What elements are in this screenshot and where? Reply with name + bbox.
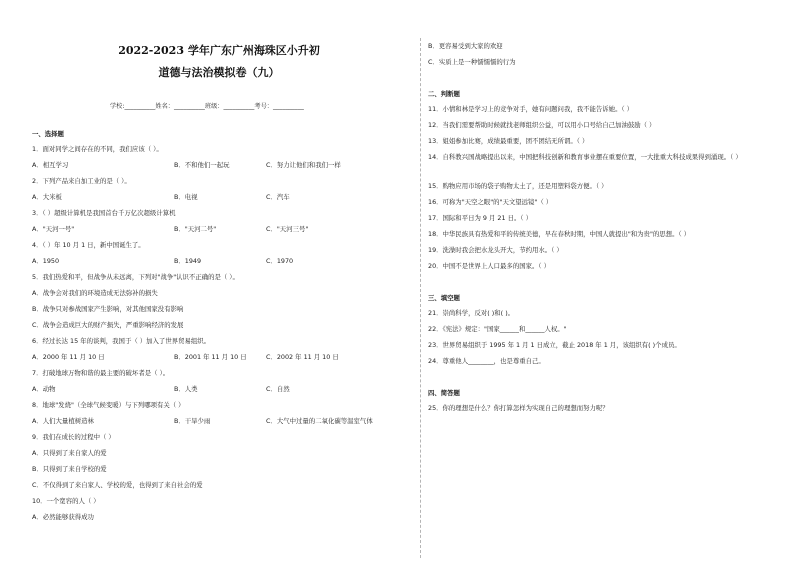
short-answer-question: 25．你的理想是什么？你打算怎样为实现自己的理想而努力呢？ (428, 404, 609, 412)
q2-option-a: A．大米板 (32, 193, 62, 201)
column-divider (420, 38, 422, 558)
q3-option-c: C．"天河三号" (266, 225, 309, 233)
q6-option-a: A．2000 年 11 月 10 日 (32, 353, 105, 361)
q2-option-b: B．电视 (174, 193, 198, 201)
q7-option-b: B．人类 (174, 385, 198, 393)
exam-title: 2022-2023 学年广东广州海珠区小升初 (118, 44, 320, 57)
section-short-answer-heading: 四、简答题 (428, 389, 460, 397)
q7-option-a: A．动物 (32, 385, 56, 393)
question-4: 4．（ ）年 10 月 1 日，新中国诞生了。 (32, 241, 145, 249)
q3-option-b: B．"天河二号" (174, 225, 217, 233)
section-fill-heading: 三、填空题 (428, 294, 460, 302)
q4-option-a: A．1950 (32, 257, 60, 265)
fill-question: 23．世界贸易组织于 1995 年 1 月 1 日成立，截止 2018 年 1 月，该组织有( )个成员。 (428, 341, 681, 349)
q5-option-c: C．战争会造成巨大的财产损失，严重影响经济的发展 (32, 321, 184, 329)
q1-option-a: A．相互学习 (32, 161, 69, 169)
question-3: 3．（ ）超级计算机是我国首台千万亿次超级计算机 (32, 209, 176, 217)
q10-option-a: A．必然能够获得成功 (32, 513, 94, 521)
q2-option-c: C．汽车 (266, 193, 290, 201)
fill-question: 22．《宪法》规定："国家______和______人权。" (428, 325, 567, 333)
q4-option-b: B．1949 (174, 257, 202, 265)
q8-option-a: A．人们大量植树造林 (32, 417, 94, 425)
question-6: 6．经过长达 15 年的谈判，我国于（ ）加入了世界贸易组织。 (32, 337, 211, 345)
judge-question: 19．洗澡时我会把水龙头开大，节约用水。（ ） (428, 246, 563, 254)
q9-option-c: C．不仅得到了来自家人、学校的爱，也得到了来自社会的爱 (32, 481, 203, 489)
judge-question: 17．国际和平日为 9 月 21 日。（ ） (428, 214, 532, 222)
q1-option-b: B．不和他们一起玩 (174, 161, 230, 169)
q3-option-a: A．"天河一号" (32, 225, 75, 233)
q10-option-b: B．更容易受到大家的欢迎 (428, 42, 503, 50)
q6-option-b: B．2001 年 11 月 10 日 (174, 353, 247, 361)
q4-option-c: C．1970 (266, 257, 294, 265)
q7-option-c: C．自然 (266, 385, 290, 393)
q9-option-a: A．只得到了来自家人的爱 (32, 449, 107, 457)
question-2: 2．下列产品来自加工业的是（ ）。 (32, 177, 131, 185)
question-5: 5．我们热爱和平，但战争从未远离，下列对"战争"认识不正确的是（ ）。 (32, 273, 239, 281)
fill-question: 24．尊重他人________，也是尊重自己。 (428, 357, 545, 365)
judge-question: 12．当我们需要帮助时候就找老师组织公益，可以用小口号给自己加油鼓励（ ） (428, 121, 656, 129)
q1-option-c: C．努力让他们和我们一样 (266, 161, 341, 169)
judge-question: 11．小情和林是学习上的竞争对手，她有问题问我，我不能告诉她。（ ） (428, 105, 634, 113)
question-7: 7．打破地球万物和谐的最主要的破坏者是（ ）。 (32, 369, 170, 377)
student-info-line: 学校:__________姓名：__________班级：__________考号：__________ (110, 103, 304, 110)
question-1: 1．面对同学之间存在的不同，我们应该（ ）。 (32, 145, 163, 153)
q8-option-b: B．干旱少雨 (174, 417, 211, 425)
exam-subtitle: 道德与法治模拟卷（九） (158, 66, 280, 79)
judge-question: 13．姐姐参加比赛，成绩最重要，团不团结无所谓。（ ） (428, 137, 589, 145)
judge-question: 20．中国不是世界上人口最多的国家。（ ） (428, 262, 550, 270)
question-9: 9．我们在成长的过程中（ ） (32, 433, 115, 441)
q10-option-c: C．实质上是一种懦懦懦的行为 (428, 58, 516, 66)
q5-option-a: A．战争会对我们的环境造成无法弥补的损失 (32, 289, 158, 297)
judge-question: 16．可称为"天空之眼"的"天文望远镜"（ ） (428, 198, 553, 206)
judge-question: 18．中华民族具有热爱和平的传统美德，早在春秋时期，中国人就提出"和为贵"的思想。（ ） (428, 230, 691, 238)
section-judge-heading: 二、判断题 (428, 90, 460, 98)
section-choice-heading: 一、选择题 (32, 130, 64, 138)
q6-option-c: C．2002 年 11 月 10 日 (266, 353, 339, 361)
judge-question: 14．自科教兴国战略提出以来，中国把科技创新和教育事业摆在重要位置，一大批重大科技成果得到涌现。（ ） (428, 153, 742, 161)
question-8: 8．地球"发烧"（全球气候变暖）与下列哪项有关（ ） (32, 401, 185, 409)
fill-question: 21．崇尚科学，反对( )和( )。 (428, 309, 515, 317)
judge-question: 15．购物应用市场的袋子购物太土了，还是用塑料袋方便。（ ） (428, 182, 608, 190)
q5-option-b: B．战争只对参战国家产生影响，对其他国家没有影响 (32, 305, 184, 313)
q8-option-c: C．大气中过量的二氧化碳等温室气体 (266, 417, 373, 425)
q9-option-b: B．只得到了来自学校的爱 (32, 465, 107, 473)
question-10: 10．一个宽容的人（ ） (32, 497, 100, 505)
